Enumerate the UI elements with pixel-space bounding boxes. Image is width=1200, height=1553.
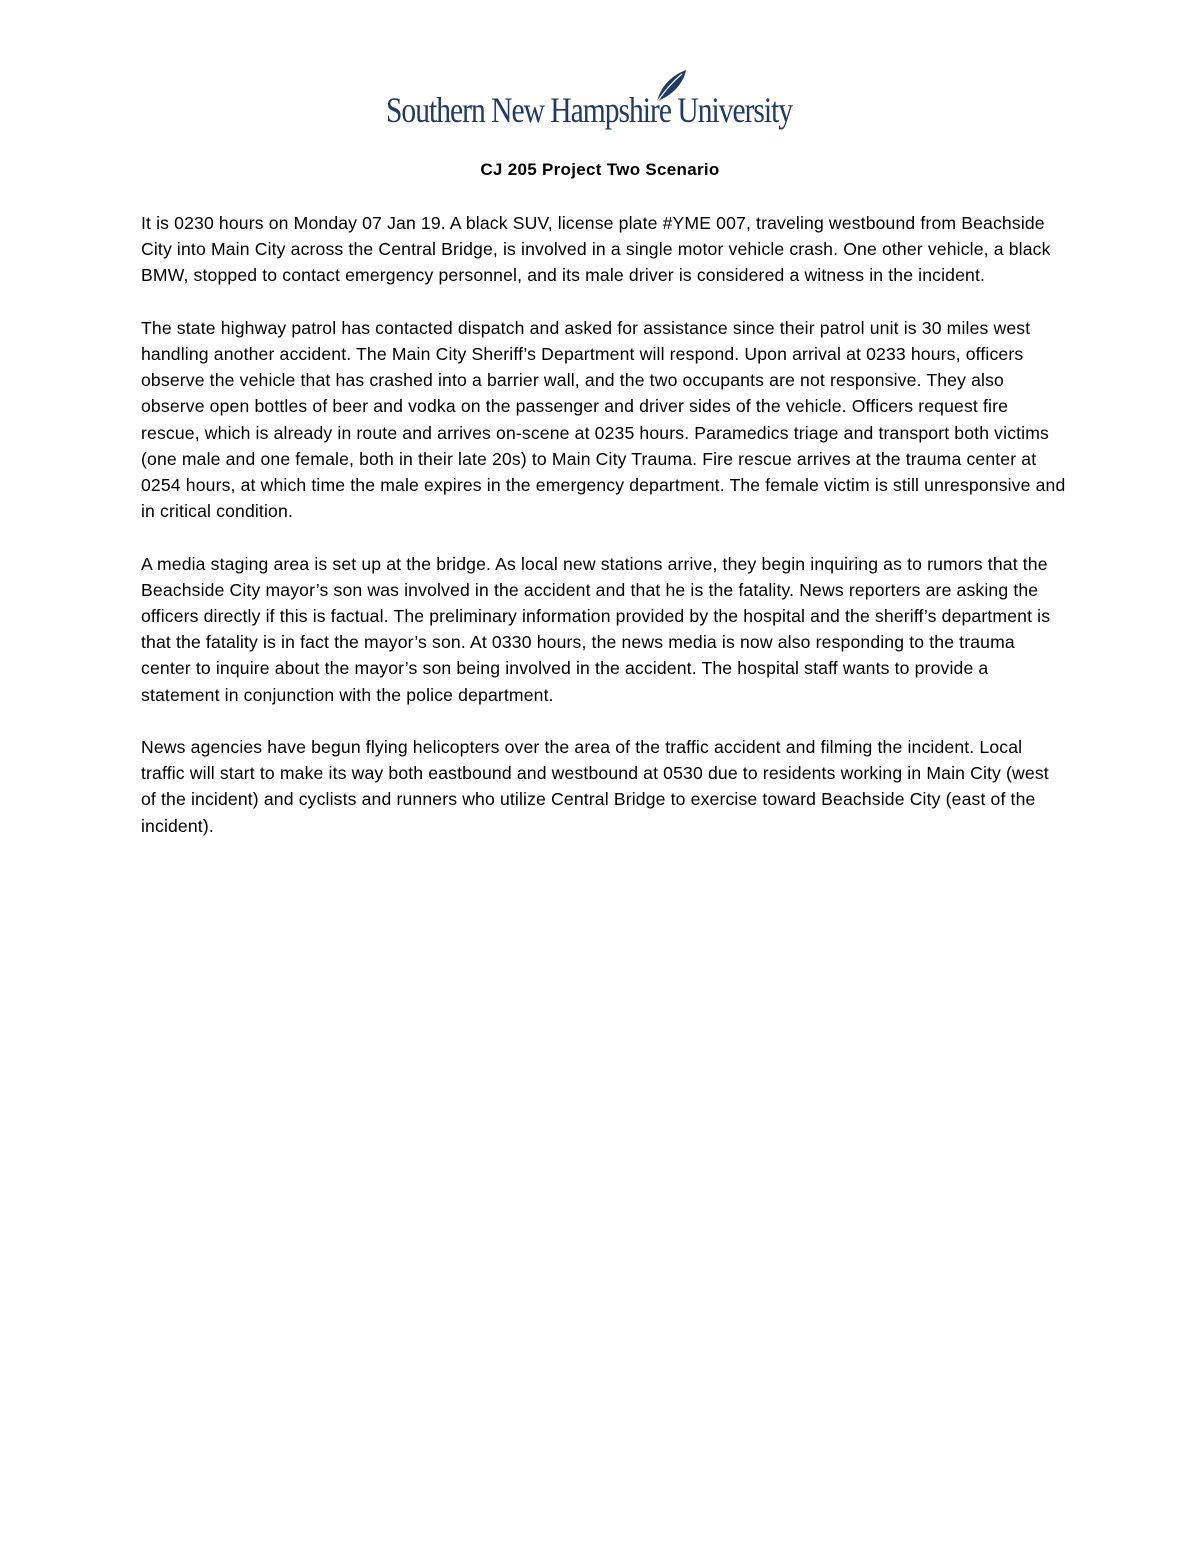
paragraph-incident: It is 0230 hours on Monday 07 Jan 19. A black SUV, license plate #YME 007, traveling westbound from Beachside City into Main City across the Central Bridge, is involved in a single motor vehicle crash. One other vehicle, a black BMW, stopped to contact emergency personnel, and its male driver is considered a witness in the incident. [141, 213, 1051, 286]
paragraph-media: A media staging area is set up at the bridge. As local new stations arrive, they begin inquiring as to rumors that the Beachside City mayor’s son was involved in the accident and that he is the fatality. News reporters are asking the officers directly if this is factual. The preliminary information provided by the hospital and the sheriff’s department is that the fatality is in fact the mayor’s son. At 0330 hours, the news media is now also responding to the trauma center to inquire about the mayor’s son being involved in the accident. The hospital staff wants to provide a statement in conjunction with the police department. [141, 553, 1051, 705]
paragraph-traffic: News agencies have begun flying helicopters over the area of the traffic accident and filming the incident. Local traffic will start to make its way both eastbound and westbound at 0530 due to residents working in Main City (west of the incident) and cyclists and runners who utilize Central Bridge to exercise toward Beachside City (east of the incident). [141, 737, 1049, 836]
logo-wordmark: Southern New Hampshire University [386, 90, 793, 130]
paragraph-response: The state highway patrol has contacted dispatch and asked for assistance since their patrol unit is 30 miles west handling another accident. The Main City Sheriff’s Department will respond. Upon arrival at 0233 hours, officers observe the vehicle that has crashed into a barrier wall, and the two occupants are not responsive. They also observe open bottles of beer and vodka on the passenger and driver sides of the vehicle. Officers request fire rescue, which is already in route and arrives on-scene at 0235 hours. Paramedics triage and transport both victims (one male and one female, both in their late 20s) to Main City Trauma. Fire rescue arrives at the trauma center at 0254 hours, at which time the male expires in the emergency department. The female victim is still unresponsive and in critical condition. [141, 317, 1066, 522]
document-title: CJ 205 Project Two Scenario [480, 160, 720, 179]
university-logo [386, 66, 816, 138]
document-body [141, 210, 1066, 865]
